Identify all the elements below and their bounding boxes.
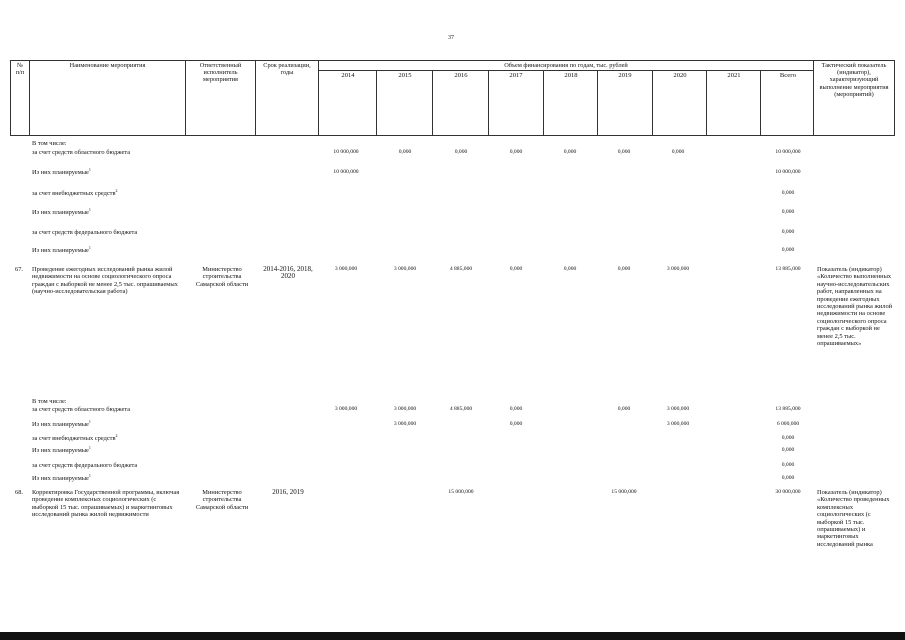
header-year-total: Всего bbox=[779, 72, 797, 79]
row-label: за счет внебюджетных средств$^2$ bbox=[32, 432, 118, 442]
cell-value: 0,000 bbox=[398, 149, 412, 155]
cell-value: 0,000 bbox=[454, 149, 468, 155]
cell-value: 30 000,000 bbox=[775, 489, 801, 495]
cell-value: 3 000,000 bbox=[666, 421, 690, 427]
cell-value: 15 000,000 bbox=[448, 489, 474, 495]
col-divider bbox=[652, 70, 653, 136]
header-no: № п/п bbox=[10, 60, 30, 136]
header-financing: Объем финансирования по годам, тыс. рублей bbox=[318, 60, 814, 71]
cell-value: 0,000 bbox=[509, 149, 523, 155]
col-divider bbox=[543, 70, 544, 136]
col-divider bbox=[706, 70, 707, 136]
cell-value: 0,000 bbox=[617, 266, 631, 272]
item-indicator: Показатель (индикатор) «Количество выполненных научно-исследовательских работ, направленных на проведение ежегодных исследований рынка жилой недвижимости на основе социологического опроса граждан с выборкой не менее 2,5 тыс. опрашиваемых» bbox=[817, 266, 893, 348]
header-year-2019: 2019 bbox=[618, 72, 632, 79]
cell-value: 0,000 bbox=[509, 266, 523, 272]
header-year-2018: 2018 bbox=[564, 72, 578, 79]
cell-value: 3 000,000 bbox=[334, 266, 358, 272]
cell-value: 3 000,000 bbox=[393, 421, 417, 427]
item-number: 67. bbox=[15, 266, 23, 273]
cell-value: 0,000 bbox=[671, 149, 685, 155]
row-label: Из них планируемые$^1$ bbox=[32, 472, 91, 482]
cell-value: 10 000,000 bbox=[775, 149, 801, 155]
cell-value: 3 000,000 bbox=[666, 406, 690, 412]
item-name: Корректировка Государственной программы, включая проведение комплексных социологических (с выборкой 15 тыс. опрашиваемых) и маркетинговых исследований рынка жилой недвижимости bbox=[32, 489, 180, 519]
row-label: за счет средств областного бюджета bbox=[32, 149, 131, 156]
cell-value: 0,000 bbox=[781, 229, 795, 235]
col-divider bbox=[432, 70, 433, 136]
row-label: Из них планируемые$^1$ bbox=[32, 206, 91, 216]
cell-value: 0,000 bbox=[781, 475, 795, 481]
cell-value: 3 000,000 bbox=[666, 266, 690, 272]
cell-value: 0,000 bbox=[781, 190, 795, 196]
page-number: 37 bbox=[448, 35, 454, 41]
cell-value: 3 000,000 bbox=[334, 406, 358, 412]
col-divider bbox=[760, 70, 761, 136]
col-divider bbox=[597, 70, 598, 136]
row-label: Из них планируемые$^1$ bbox=[32, 166, 91, 176]
cell-value: 6 000,000 bbox=[776, 421, 800, 427]
header-term: Срок реализации, годы bbox=[255, 60, 319, 136]
item-term: 2016, 2019 bbox=[272, 488, 304, 496]
col-divider bbox=[376, 70, 377, 136]
header-responsible: Ответственный исполнитель мероприятия bbox=[185, 60, 256, 136]
cell-value: 13 885,000 bbox=[775, 406, 801, 412]
item-term: 2014-2016, 2018, 2020 bbox=[263, 265, 313, 281]
cell-value: 0,000 bbox=[781, 435, 795, 441]
row-label: за счет средств областного бюджета bbox=[32, 406, 131, 413]
cell-value: 15 000,000 bbox=[611, 489, 637, 495]
row-label: за счет средств федерального бюджета bbox=[32, 462, 138, 469]
including-label: В том числе: bbox=[32, 140, 67, 147]
header-year-2015: 2015 bbox=[398, 72, 412, 79]
cell-value: 0,000 bbox=[781, 209, 795, 215]
cell-value: 4 885,000 bbox=[449, 266, 473, 272]
header-year-2014: 2014 bbox=[341, 72, 355, 79]
cell-value: 0,000 bbox=[781, 462, 795, 468]
header-year-2021: 2021 bbox=[727, 72, 741, 79]
cell-value: 0,000 bbox=[563, 266, 577, 272]
cell-value: 0,000 bbox=[509, 421, 523, 427]
row-label: Из них планируемые$^1$ bbox=[32, 444, 91, 454]
cell-value: 10 000,000 bbox=[775, 169, 801, 175]
header-indicator: Тактический показатель (индикатор), характеризующий выполнение мероприятия (мероприятий) bbox=[813, 60, 895, 136]
row-label: Из них планируемые$^1$ bbox=[32, 244, 91, 254]
cell-value: 10 000,000 bbox=[333, 149, 359, 155]
header-name: Наименование мероприятия bbox=[29, 60, 186, 136]
header-year-2016: 2016 bbox=[454, 72, 468, 79]
item-responsible: Министерство строительства Самарской области bbox=[195, 489, 249, 511]
col-divider bbox=[488, 70, 489, 136]
cell-value: 3 000,000 bbox=[393, 406, 417, 412]
row-label: Из них планируемые$^1$ bbox=[32, 418, 91, 428]
item-name: Проведение ежегодных исследований рынка жилой недвижимости на основе социологического опроса граждан с выборкой не менее 2,5 тыс. опрашиваемых (научно-исследовательская работа) bbox=[32, 266, 178, 296]
cell-value: 0,000 bbox=[617, 149, 631, 155]
including-label: В том числе: bbox=[32, 398, 67, 405]
row-label: за счет внебюджетных средств$^2$ bbox=[32, 187, 118, 197]
cell-value: 0,000 bbox=[509, 406, 523, 412]
cell-value: 0,000 bbox=[563, 149, 577, 155]
cell-value: 0,000 bbox=[781, 247, 795, 253]
header-year-2020: 2020 bbox=[673, 72, 687, 79]
item-number: 68. bbox=[15, 489, 23, 496]
cell-value: 0,000 bbox=[617, 406, 631, 412]
cell-value: 0,000 bbox=[781, 447, 795, 453]
cell-value: 13 885,000 bbox=[775, 266, 801, 272]
cell-value: 10 000,000 bbox=[333, 169, 359, 175]
cell-value: 3 000,000 bbox=[393, 266, 417, 272]
item-indicator: Показатель (индикатор) «Количество проведенных комплексных социологических (с выборкой 15 тыс. опрашиваемых) и маркетинговых исследований рынка bbox=[817, 489, 890, 548]
header-years-box bbox=[318, 70, 814, 136]
row-label: за счет средств федерального бюджета bbox=[32, 229, 138, 236]
cell-value: 4 885,000 bbox=[449, 406, 473, 412]
scan-bottom-edge bbox=[0, 632, 905, 640]
item-responsible: Министерство строительства Самарской области bbox=[195, 266, 249, 288]
header-year-2017: 2017 bbox=[509, 72, 523, 79]
